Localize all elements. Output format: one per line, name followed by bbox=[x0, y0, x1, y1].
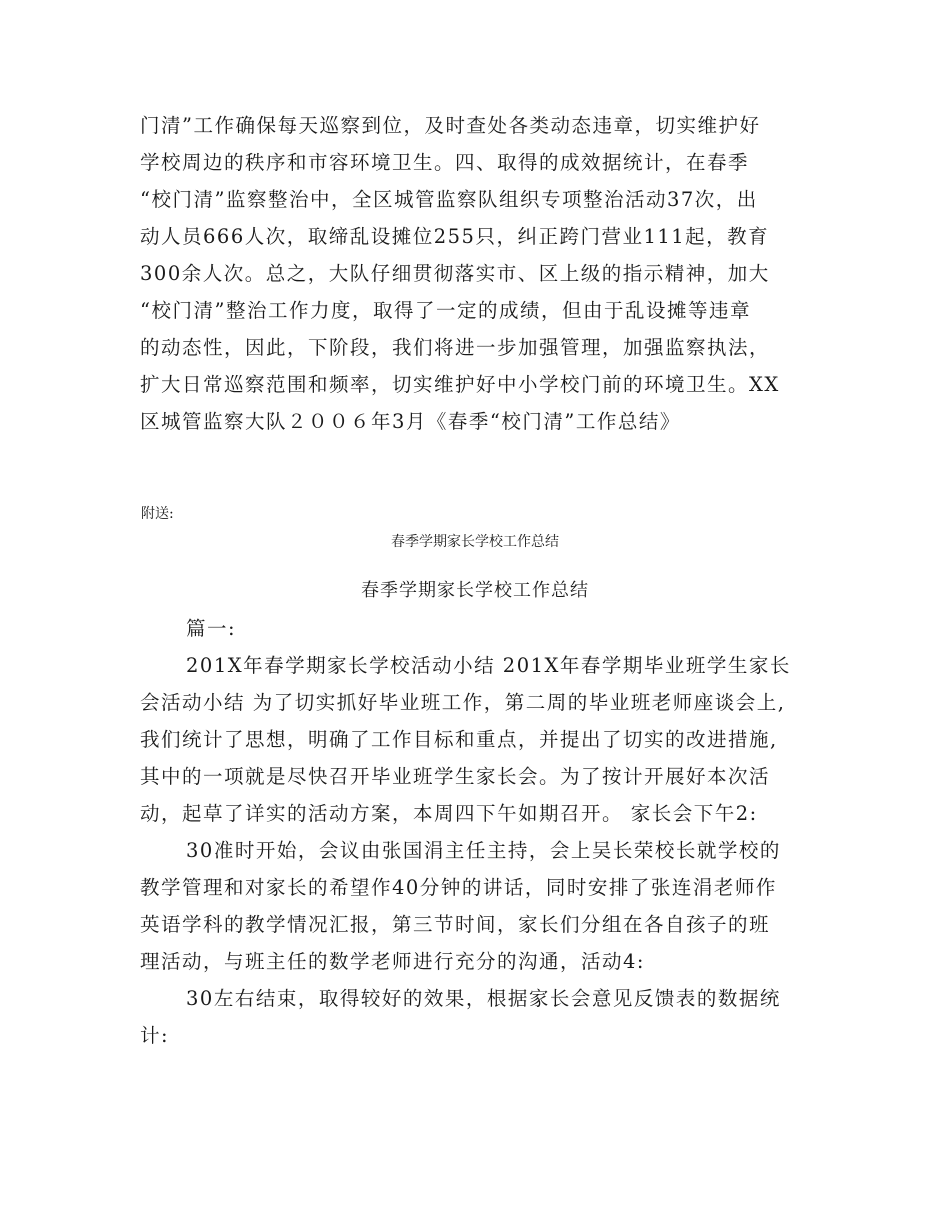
paragraph-line: 学校周边的秩序和市容环境卫生。四、取得的成效据统计，在春季 bbox=[140, 151, 750, 174]
paragraph-line: 会活动小结 为了切实抓好毕业班工作，第二周的毕业班老师座谈会上, bbox=[140, 691, 786, 714]
appendix-title: 春季学期家长学校工作总结 bbox=[391, 534, 559, 550]
paragraph-line: 英语学科的教学情况汇报，第三节时间，家长们分组在各自孩子的班 bbox=[140, 913, 771, 936]
paragraph-line: 扩大日常巡察范围和频率，切实维护好中小学校门前的环境卫生。XX bbox=[140, 373, 780, 396]
paragraph-line: “校门清”整治工作力度，取得了一定的成绩，但由于乱设摊等违章 bbox=[140, 299, 751, 322]
paragraph-line: “校门清”监察整治中，全区城管监察队组织专项整治活动37次，出 bbox=[140, 188, 758, 211]
paragraph-line: 其中的一项就是尽快召开毕业班学生家长会。为了按计开展好本次活 bbox=[140, 765, 771, 788]
paragraph-line: 201X年春学期家长学校活动小结 201X年春学期毕业班学生家长 bbox=[186, 654, 791, 677]
paragraph-line: 门清”工作确保每天巡察到位，及时查处各类动态违章，切实维护好 bbox=[140, 114, 761, 137]
paragraph-line: 计: bbox=[140, 1024, 170, 1047]
section-heading: 篇一: bbox=[186, 617, 237, 640]
appendix-label: 附送: bbox=[141, 506, 174, 522]
paragraph-line: 教学管理和对家长的希望作40分钟的讲话，同时安排了张连涓老师作 bbox=[140, 876, 777, 899]
paragraph-line: 30准时开始，会议由张国涓主任主持，会上吴长荣校长就学校的 bbox=[186, 839, 781, 862]
paragraph-line: 的动态性，因此，下阶段，我们将进一步加强管理，加强监察执法， bbox=[140, 336, 771, 359]
paragraph-line: 动，起草了详实的活动方案，本周四下午如期召开。 家长会下午2: bbox=[140, 802, 758, 825]
paragraph-line: 我们统计了思想，明确了工作目标和重点，并提出了切实的改进措施, bbox=[140, 728, 778, 751]
paragraph-line: 300余人次。总之，大队仔细贯彻落实市、区上级的指示精神，加大 bbox=[140, 262, 770, 285]
paragraph-line: 理活动，与班主任的数学老师进行充分的沟通，活动4: bbox=[140, 950, 645, 973]
paragraph-line: 动人员666人次，取缔乱设摊位255只，纠正跨门营业111起，教育 bbox=[140, 225, 770, 248]
paragraph-line: 30左右结束，取得较好的效果，根据家长会意见反馈表的数据统 bbox=[186, 987, 781, 1010]
document-title: 春季学期家长学校工作总结 bbox=[361, 580, 589, 601]
paragraph-line: 区城管监察大队２００６年3月《春季“校门清”工作总结》 bbox=[140, 410, 681, 433]
